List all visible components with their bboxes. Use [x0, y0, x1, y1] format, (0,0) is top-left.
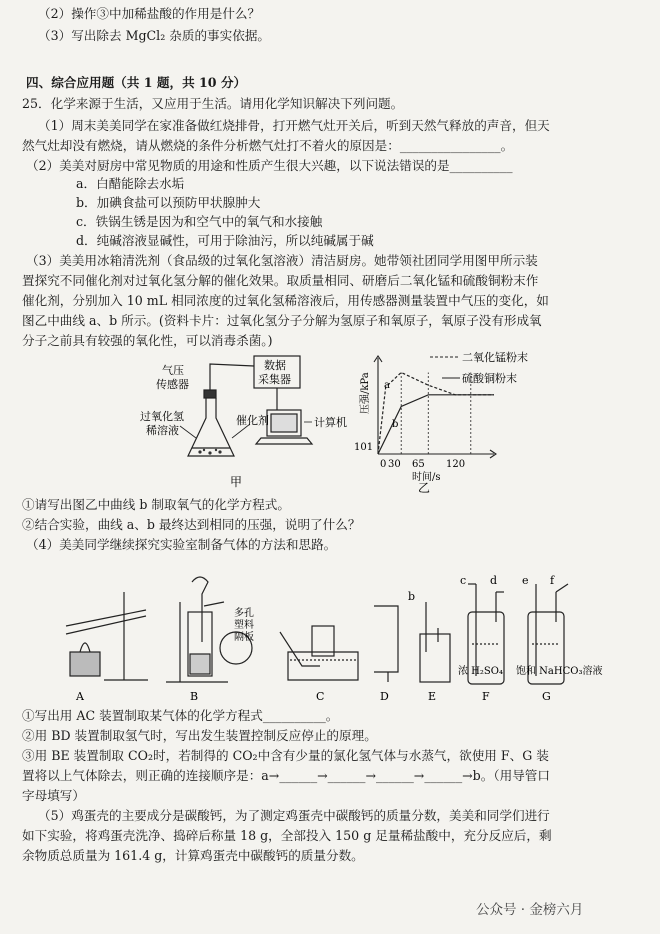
- q25-1-line2: 然气灶却没有燃烧，请从燃烧的条件分析燃气灶打不着火的原因是：________________。: [22, 138, 514, 153]
- watermark: 公众号 · 金榜六月: [476, 902, 584, 918]
- label-e: E: [428, 690, 437, 703]
- q2-operation: （2）操作③中加稀盐酸的作用是什么？: [38, 6, 261, 21]
- apparatus-figure-ag: [28, 572, 618, 704]
- y-axis-label: 压强/kPa: [360, 372, 371, 414]
- label-d: D: [380, 690, 389, 703]
- q25-stem: 25．化学来源于生活，又应用于生活。请用化学知识解决下列问题。: [22, 96, 404, 111]
- x-tick-120: 120: [446, 459, 466, 470]
- q25-3-line3: 催化剂，分别加入 10 mL 相同浓度的过氧化氢稀溶液后，用传感器测量装置中气压的变化，如: [22, 293, 549, 308]
- x-tick-65: 65: [412, 459, 425, 470]
- curve-label-b: b: [392, 419, 399, 430]
- port-f: f: [550, 574, 555, 587]
- label-catalyst: 催化剂: [236, 414, 269, 427]
- apparatus-e: [420, 602, 450, 682]
- legend-cuso4: 硫酸铜粉末: [462, 372, 517, 385]
- label-partition: 隔板: [234, 632, 254, 643]
- label-plastic: 塑料: [234, 620, 254, 631]
- option-d: d．纯碱溶液显碱性，可用于除油污，所以纯碱属于碱: [76, 233, 374, 248]
- legend-mno2: 二氧化锰粉末: [462, 351, 528, 364]
- q25-5-line3: 余物质总质量为 161.4 g，计算鸡蛋壳中碳酸钙的质量分数。: [22, 848, 364, 863]
- port-c: c: [460, 574, 467, 587]
- y-tick-101: 101: [354, 442, 374, 453]
- label-c: C: [316, 690, 325, 703]
- q25-4-sub2: ②用 BD 装置制取氢气时，写出发生装置控制反应停止的原理。: [22, 728, 377, 743]
- apparatus-figure-jia: [140, 352, 355, 494]
- label-sensor: 传感器: [156, 378, 189, 391]
- label-b: B: [190, 690, 199, 703]
- x-tick-30: 30: [388, 459, 401, 470]
- conical-flask: [188, 398, 234, 456]
- label-nahco3: 饱和 NaHCO₃溶液: [516, 666, 603, 677]
- q25-4-sub3-line1: ③用 BE 装置制取 CO₂时，若制得的 CO₂中含有少量的氯化氢气体与水蒸气，欲使用 F、G 装: [22, 748, 549, 763]
- caption-yi: 乙: [418, 481, 431, 495]
- q25-5-line2: 如下实验，将鸡蛋壳洗净、捣碎后称量 18 g，全部投入 150 g 足量稀盐酸中，充分反应后，剩: [22, 828, 552, 843]
- option-c: c．铁锅生锈是因为和空气中的氧气和水接触: [76, 214, 323, 229]
- label-a: A: [76, 690, 84, 703]
- section-title: 四、综合应用题（共 1 题，共 10 分）: [26, 75, 247, 90]
- apparatus-c: [280, 626, 358, 680]
- label-f: F: [482, 690, 490, 703]
- option-b: b．加碘食盐可以预防甲状腺肿大: [76, 195, 261, 210]
- port-d: d: [490, 574, 498, 587]
- label-dilute: 稀溶液: [146, 424, 179, 437]
- label-data: 数据: [264, 359, 286, 372]
- q25-1-line1: （1）周末美美同学在家准备做红烧排骨，打开燃气灶开关后，听到天然气释放的声音，但天: [38, 118, 550, 133]
- apparatus-a: [66, 592, 148, 680]
- q25-4-sub3-line2: 置将以上气体除去，则正确的连接顺序是：a→______→______→______→______→b。（用导管口: [22, 768, 550, 783]
- label-porous: 多孔: [234, 608, 254, 619]
- port-e: e: [522, 574, 529, 587]
- q25-3-line1: （3）美美用冰箱清洗剂（食品级的过氧化氢溶液）清洁厨房。她带领社团同学用图甲所示装: [26, 253, 538, 268]
- q25-4-stem: （4）美美同学继续探究实验室制备气体的方法和思路。: [26, 537, 337, 552]
- label-pressure: 气压: [162, 364, 184, 377]
- label-h2o2: 过氧化氢: [140, 410, 184, 423]
- label-g: G: [542, 690, 551, 703]
- q25-3-line4: 图乙中曲线 a、b 所示。(资料卡片：过氧化氢分子分解为氢原子和氧原子，氧原子没有形成氧: [22, 313, 542, 328]
- label-computer: 计算机: [314, 416, 347, 429]
- apparatus-d: [374, 606, 398, 682]
- q25-2-stem: （2）美美对厨房中常见物质的用途和性质产生很大兴趣，以下说法错误的是__________: [26, 158, 513, 173]
- q25-4-sub1: ①写出用 AC 装置制取某气体的化学方程式__________。: [22, 708, 339, 723]
- port-b: b: [408, 590, 416, 603]
- label-collector: 采集器: [258, 373, 291, 386]
- q25-3-sub2: ②结合实验，曲线 a、b 最终达到相同的压强，说明了什么？: [22, 517, 361, 532]
- q25-5-line1: （5）鸡蛋壳的主要成分是碳酸钙，为了测定鸡蛋壳中碳酸钙的质量分数，美美和同学们进行: [38, 808, 550, 823]
- x-axis-label: 时间/s: [412, 472, 441, 483]
- x-tick-0: 0: [380, 459, 387, 470]
- q25-4-sub3-line3: 字母填写）: [22, 788, 85, 803]
- pressure-chart-yi: [344, 350, 540, 496]
- option-a: a．白醋能除去水垢: [76, 176, 185, 191]
- caption-jia: 甲: [230, 475, 243, 489]
- curve-label-a: a: [384, 380, 390, 391]
- q25-3-sub1: ①请写出图乙中曲线 b 制取氧气的化学方程式。: [22, 497, 290, 512]
- q25-3-line2: 置探究不同催化剂对过氧化氢分解的催化效果。取质量相同、研磨后二氧化锰和硫酸铜粉末作: [22, 273, 539, 288]
- label-h2so4: 浓 H₂SO₄: [458, 666, 503, 677]
- q3-mgcl2: （3）写出除去 MgCl₂ 杂质的事实依据。: [38, 28, 271, 43]
- q25-3-line5: 分子之前具有较强的氧化性，可以消毒杀菌。): [22, 333, 273, 348]
